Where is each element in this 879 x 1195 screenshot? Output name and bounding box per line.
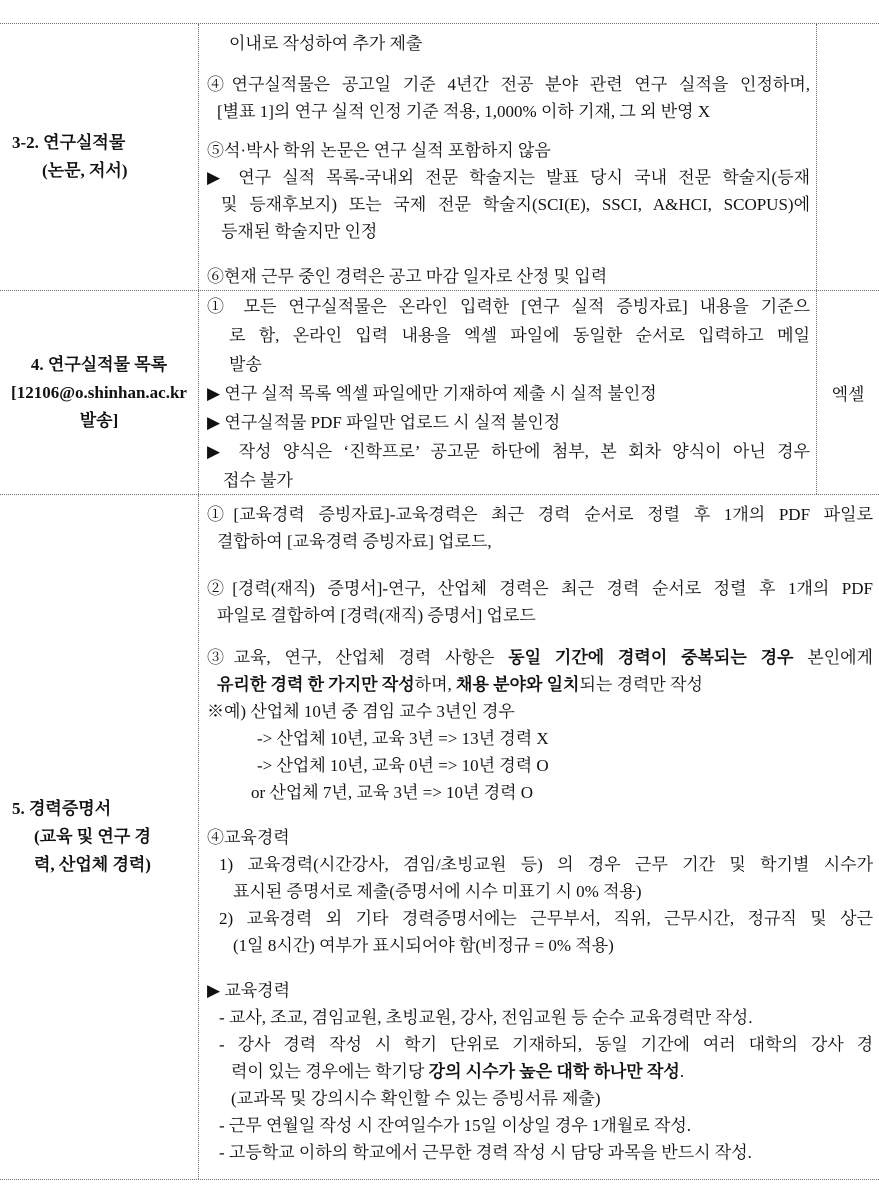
- row-label-line: 3-2. 연구실적물: [12, 133, 126, 152]
- text-segment: ①[교육경력 증빙자료]-교육경력은 최근 경력 순서로 정렬 후 1개의 PDF 파일로: [207, 505, 873, 524]
- row-content: [199, 291, 816, 494]
- text-line: [207, 321, 810, 350]
- text-line: [207, 292, 810, 321]
- text-line: [207, 1139, 873, 1166]
- text-segment: ⑥현재 근무 중인 경력은 공고 마감 일자로 산정 및 입력: [207, 267, 608, 286]
- text-line: [207, 671, 873, 698]
- paragraph: [207, 824, 873, 959]
- text-segment: 파일로 결합하여 [경력(재직) 증명서] 업로드: [217, 606, 536, 625]
- text-segment: ▶ 연구실적물 PDF 파일만 업로드 시 실적 불인정: [207, 413, 561, 432]
- text-line: [207, 878, 873, 905]
- row-label-line: 4. 연구실적물 목록: [30, 354, 168, 374]
- text-segment: 결합하여 [교육경력 증빙자료] 업로드,: [217, 532, 492, 551]
- text-segment: ※예) 산업체 10년 중 겸임 교수 3년인 경우: [207, 702, 515, 721]
- text-line: [207, 575, 873, 602]
- text-segment: - 고등학교 이하의 학교에서 근무한 경력 작성 시 담당 과목을 반드시 작성.: [219, 1143, 752, 1162]
- table-row-5: [0, 494, 879, 1180]
- text-line: [207, 698, 873, 725]
- bold-text-segment: 채용 분야와 일치: [456, 675, 580, 694]
- paragraph: [207, 263, 810, 290]
- text-line: [207, 1085, 873, 1112]
- text-segment: ④연구실적물은 공고일 기준 4년간 전공 분야 관련 연구 실적을 인정하며,: [207, 75, 810, 94]
- paragraph: [207, 575, 873, 629]
- text-segment: ③교육, 연구, 산업체 경력 사항은: [207, 648, 509, 667]
- text-line: [207, 501, 873, 528]
- text-segment: ④교육경력: [207, 828, 290, 847]
- text-segment: - 교사, 조교, 겸임교원, 초빙교원, 강사, 전임교원 등 순수 교육경력만 작성.: [219, 1008, 753, 1027]
- row-content: [199, 495, 879, 1179]
- text-line: [207, 905, 873, 932]
- text-line: [207, 851, 873, 878]
- text-segment: or 산업체 7년, 교육 3년 => 10년 경력 O: [251, 783, 534, 802]
- row-label: [0, 24, 199, 290]
- text-segment: -> 산업체 10년, 교육 0년 => 10년 경력 O: [257, 756, 549, 775]
- text-segment: 이내로 작성하여 추가 제출: [229, 34, 423, 53]
- text-line: [207, 263, 810, 290]
- text-segment: 접수 불가: [223, 471, 293, 490]
- row-label-line: 5. 경력증명서: [12, 799, 112, 818]
- paragraph: [207, 137, 810, 164]
- paragraph: [207, 30, 810, 57]
- paragraph: [207, 71, 810, 125]
- row-label-line: 력, 산업체 경력): [34, 855, 151, 874]
- text-segment: -> 산업체 10년, 교육 3년 => 13년 경력 X: [257, 729, 549, 748]
- row-label-line: (논문, 저서): [42, 161, 128, 180]
- text-line: [207, 752, 873, 779]
- row-label: [0, 495, 199, 1179]
- text-segment: ②[경력(재직) 증명서]-연구, 산업체 경력은 최근 경력 순서로 정렬 후 1개의 PDF: [207, 579, 873, 598]
- text-line: [207, 30, 810, 57]
- row-label-line: [12106@o.shinhan.ac.kr: [11, 382, 187, 402]
- guidelines-table: [0, 23, 879, 1180]
- text-line: [207, 602, 873, 629]
- paragraph: [207, 408, 810, 437]
- text-segment: ▶ 작성 양식은 ‘진학프로’ 공고문 하단에 첨부, 본 회차 양식이 아닌 경우: [207, 442, 810, 461]
- text-segment: (교과목 및 강의시수 확인할 수 있는 증빙서류 제출): [231, 1089, 601, 1108]
- text-segment: 하며,: [414, 675, 457, 694]
- text-segment: .: [679, 1062, 685, 1081]
- text-line: [207, 528, 873, 555]
- row-label: [0, 291, 199, 494]
- text-line: [207, 164, 810, 191]
- text-segment: ▶ 연구 실적 목록-국내외 전문 학술지는 발표 당시 국내 전문 학술지(등재: [207, 168, 810, 187]
- text-segment: 로 함, 온라인 입력 내용을 엑셀 파일에 동일한 순서로 입력하고 메일: [229, 326, 810, 345]
- text-line: [207, 408, 810, 437]
- text-segment: ⑤석·박사 학위 논문은 연구 실적 포함하지 않음: [207, 141, 551, 160]
- text-line: [207, 137, 810, 164]
- text-line: [207, 1004, 873, 1031]
- paragraph: [207, 501, 873, 555]
- bold-text-segment: 강의 시수가 높은 대학 하나만 작성: [428, 1062, 680, 1081]
- paragraph: [207, 164, 810, 245]
- text-line: [207, 644, 873, 671]
- row-content: [199, 24, 816, 290]
- text-line: [207, 350, 810, 379]
- text-segment: ▶ 연구 실적 목록 엑셀 파일에만 기재하여 제출 시 실적 불인정: [207, 384, 657, 403]
- text-segment: - 근무 연월일 작성 시 잔여일수가 15일 이상일 경우 1개월로 작성.: [219, 1116, 692, 1135]
- text-segment: 및 등재후보지) 또는 국제 전문 학술지(SCI(E), SSCI, A&HCI, SCOPUS)에: [221, 195, 810, 214]
- bold-text-segment: 동일 기간에 경력이 중복되는 경우: [508, 648, 794, 667]
- text-line: [207, 1031, 873, 1058]
- row-label-line: 발송]: [79, 410, 119, 430]
- text-line: [207, 725, 873, 752]
- text-line: [207, 824, 873, 851]
- text-segment: - 강사 경력 작성 시 학기 단위로 기재하되, 동일 기간에 여러 대학의 강사 경: [219, 1035, 873, 1054]
- paragraph: [207, 379, 810, 408]
- text-segment: 표시된 증명서로 제출(증명서에 시수 미표기 시 0% 적용): [233, 882, 642, 901]
- attachment-format-cell: [816, 24, 879, 290]
- table-row-4: [0, 290, 879, 494]
- text-line: [207, 466, 810, 494]
- text-segment: [별표 1]의 연구 실적 인정 기준 적용, 1,000% 이하 기재, 그 외 반영 X: [217, 102, 711, 121]
- text-segment: 력이 있는 경우에는 학기당: [231, 1062, 429, 1081]
- bold-text-segment: 유리한 경력 한 가지만 작성: [217, 675, 415, 694]
- text-segment: ① 모든 연구실적물은 온라인 입력한 [연구 실적 증빙자료] 내용을 기준으: [207, 297, 810, 316]
- text-line: [207, 218, 810, 245]
- text-line: [207, 1058, 873, 1085]
- attachment-format-label: 엑셀: [831, 385, 865, 404]
- text-segment: 되는 경력만 작성: [579, 675, 703, 694]
- text-line: [207, 1112, 873, 1139]
- text-segment: 발송: [229, 355, 262, 374]
- text-segment: 본인에게: [793, 648, 873, 667]
- text-line: [207, 71, 810, 98]
- text-segment: (1일 8시간) 여부가 표시되어야 함(비정규 = 0% 적용): [233, 936, 614, 955]
- paragraph: [207, 698, 873, 806]
- text-segment: 2) 교육경력 외 기타 경력증명서에는 근무부서, 직위, 근무시간, 정규직 및 상근: [219, 909, 873, 928]
- text-line: [207, 779, 873, 806]
- text-line: [207, 437, 810, 466]
- text-line: [207, 191, 810, 218]
- paragraph: [207, 644, 873, 698]
- attachment-format-cell: [816, 291, 879, 494]
- text-segment: 등재된 학술지만 인정: [221, 222, 378, 241]
- paragraph: [207, 292, 810, 379]
- row-label-line: (교육 및 연구 경: [34, 827, 151, 846]
- paragraph: [207, 437, 810, 494]
- text-line: [207, 932, 873, 959]
- paragraph: [207, 977, 873, 1166]
- text-line: [207, 379, 810, 408]
- text-line: [207, 977, 873, 1004]
- text-line: [207, 98, 810, 125]
- text-segment: ▶ 교육경력: [207, 981, 291, 1000]
- table-row-3-2: [0, 23, 879, 290]
- text-segment: 1) 교육경력(시간강사, 겸임/초빙교원 등) 의 경우 근무 기간 및 학기별 시수가: [219, 855, 873, 874]
